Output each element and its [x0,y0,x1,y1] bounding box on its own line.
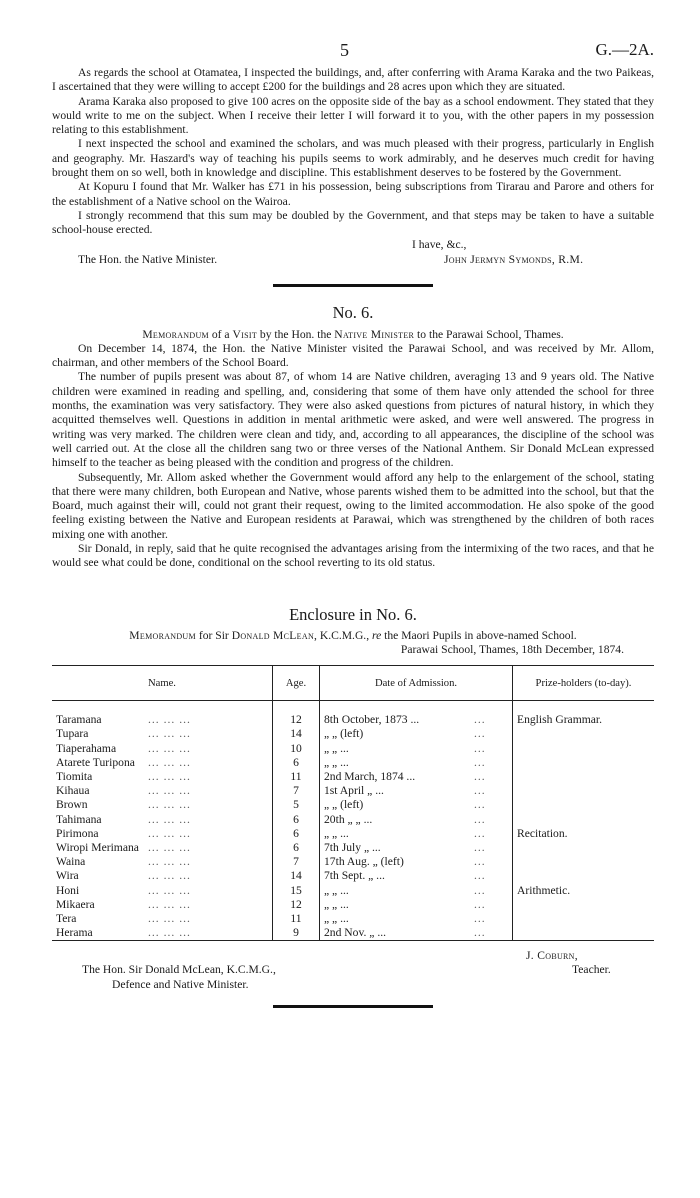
cell-prize [513,898,655,912]
cell-name: Honi ... ... ... [56,883,191,897]
enclosure-heading: Enclosure in No. 6. [289,604,417,624]
cell-age: 5 [273,798,320,812]
cell-date: 2nd March, 1874 ... ... [320,770,513,784]
cell-date: 8th October, 1873 ... ... [320,713,513,727]
page-header [52,40,654,66]
cell-name: Wiropi Merimana ... ... ... [56,841,191,855]
addressee-line-1: The Hon. Sir Donald McLean, K.C.M.G., [82,963,276,977]
column-header-age: Age. [273,666,320,701]
cell-date: „ „ ... ... [320,756,513,770]
column-header-prize: Prize-holders (to-day). [513,666,655,701]
cell-date: „ „ (left) ... [320,798,513,812]
paragraph: The number of pupils present was about 87, of whom 14 are Native children, averaging 13 and 9 years old. The Native children were examined in reading and spelling, and, considering that some of them have only attended the school for three months, the examination was very satisfactory. They were also asked questions from pictures of natural history, in which they acquitted themselves well. Questions in addition in mental arithmetic were asked, and were well answered. The progress in writing was very marked. The children were clean and tidy, and, according to all appearances, the discipline of the school was well carried out. At the close all the children sang two or three verses of the National Anthem. Sir Donald McLean expressed himself to the teacher as being pleased with the condition and progress of the children. [52,370,654,470]
cell-prize [513,926,655,940]
cell-date: „ „ ... ... [320,912,513,926]
cell-prize [513,869,655,883]
paragraph: Sir Donald, in reply, said that he quite recognised the advantages arising from the intermixing of the two races, and that he would see what could be done, conditional on the school reverting to its old status. [52,542,654,570]
cell-date: 1st April „ ... ... [320,784,513,798]
cell-name: Tiaperahama ... ... ... [56,741,191,755]
table-row [52,784,654,798]
cell-date: „ „ ... ... [320,884,513,898]
cell-name: Atarete Turipona ... ... ... [56,755,191,769]
cell-date: 2nd Nov. „ ... ... [320,926,513,940]
signature: John Jermyn Symonds, R.M. [444,252,584,266]
no6-heading: No. 6. [332,302,374,322]
cell-name: Herama ... ... ... [56,926,191,940]
cell-age: 11 [273,912,320,926]
signer-name: J. Coburn, [526,949,578,963]
cell-prize [513,912,655,926]
table-row [52,898,654,912]
cell-date: 7th July „ ... ... [320,841,513,855]
cell-age: 10 [273,742,320,756]
column-header-name: Name. [52,666,273,701]
cell-age: 7 [273,784,320,798]
paragraph: I strongly recommend that this sum may be doubled by the Government, and that steps may be taken to have a suitable school-house erected. [52,208,654,237]
letter-body [52,66,654,238]
cell-prize [513,855,655,869]
cell-age: 15 [273,884,320,898]
cell-name: Taramana ... ... ... [56,713,191,727]
paragraph: At Kopuru I found that Mr. Walker has £71 in his possession, being subscriptions from Tirarau and Parore and others for the establishment of a Native school on the Wairoa. [52,180,654,208]
cell-prize: Recitation. [513,827,655,841]
cell-age: 12 [273,713,320,727]
table-row [52,742,654,756]
paragraph: As regards the school at Otamatea, I inspected the buildings, and, after conferring with Arama Karaka and the two Paikeas, I ascertained that they were willing to accept £200 for the buildings and 28 acres upon which they are situated. [52,66,654,94]
enclosure-signature-block [52,941,654,1003]
addressee-line-2: Defence and Native Minister. [112,978,249,992]
letter-signature-block [52,238,654,268]
cell-age: 6 [273,756,320,770]
table-row [52,926,654,940]
cell-name: Waina ... ... ... [56,855,191,869]
closing: I have, &c., [412,237,467,251]
table-row [52,884,654,898]
cell-date: „ „ (left) ... [320,727,513,741]
cell-prize [513,813,655,827]
end-rule [273,1005,433,1008]
paragraph: Subsequently, Mr. Allom asked whether the Government would afford any help to the enlargement of the school, stating that there were many children, both European and Native, whose parents wished them to be admitted into the school, but that the Board, much against their will, could not grant their request, owing to the limited accommodation. He also spoke of the good feeling existing between the Native and European residents at Parawai, which was strengthened by the children of both races mixing one with another. [52,470,654,541]
table-row [52,727,654,741]
cell-prize [513,727,655,741]
cell-name: Tiomita ... ... ... [56,770,191,784]
cell-name: Kihaua ... ... ... [56,784,191,798]
cell-age: 6 [273,827,320,841]
table-row [52,827,654,841]
cell-prize: English Grammar. [513,713,655,727]
cell-age: 14 [273,727,320,741]
no6-memo-title: Memorandum of a Visit by the Hon. the Native Minister to the Parawai School, Thames. [142,327,564,341]
cell-age: 14 [273,869,320,883]
cell-prize [513,770,655,784]
pupils-table-body [52,701,654,941]
page-number: 5 [340,40,349,60]
cell-name: Mikaera ... ... ... [56,897,191,911]
table-row [52,841,654,855]
paragraph: On December 14, 1874, the Hon. the Native Minister visited the Parawai School, and was received by Mr. Allom, chairman, and other members of the School Board. [52,341,654,370]
cell-date: „ „ ... ... [320,827,513,841]
table-row [52,713,654,727]
cell-name: Brown ... ... ... [56,798,191,812]
paragraph: I next inspected the school and examined the scholars, and was much pleased with their progress, particularly in English and geography. Mr. Haszard's way of teaching his pupils seems to work admirably, and he deserves much credit for having brought them on so well, both in knowledge and discipline. This establishment deserves to be fostered by the Government. [52,137,654,180]
cell-prize [513,784,655,798]
cell-date: „ „ ... ... [320,742,513,756]
signer-title: Teacher. [572,963,611,977]
table-row [52,770,654,784]
cell-prize [513,742,655,756]
cell-age: 7 [273,855,320,869]
cell-name: Tupara ... ... ... [56,727,191,741]
table-row [52,855,654,869]
cell-date: 20th „ „ ... ... [320,813,513,827]
cell-date: „ „ ... ... [320,898,513,912]
table-row [52,869,654,883]
cell-prize [513,798,655,812]
table-row [52,798,654,812]
cell-prize [513,756,655,770]
column-header-date: Date of Admission. [320,666,513,701]
page-reference: G.—2A. [595,40,654,59]
cell-name: Tera ... ... ... [56,912,191,926]
cell-name: Tahimana ... ... ... [56,812,191,826]
cell-prize [513,841,655,855]
enclosure-memo-title: Memorandum for Sir Donald McLean, K.C.M.G., re the Maori Pupils in above-named School. [129,628,577,642]
enclosure-dateline: Parawai School, Thames, 18th December, 1874. [400,642,624,656]
cell-age: 6 [273,841,320,855]
document-page [52,40,654,1008]
cell-age: 9 [273,926,320,940]
cell-age: 6 [273,813,320,827]
cell-date: 7th Sept. „ ... ... [320,869,513,883]
cell-name: Pirimona ... ... ... [56,826,191,840]
paragraph: Arama Karaka also proposed to give 100 acres on the opposite side of the bay as a school endowment. They stated that they would write to me on the subject. When I receive their letter I will forward it to you, with the other papers in my possession relating to this establishment. [52,94,654,137]
cell-name: Wira ... ... ... [56,869,191,883]
table-row [52,912,654,926]
cell-date: 17th Aug. „ (left) ... [320,855,513,869]
table-row [52,756,654,770]
addressee: The Hon. the Native Minister. [78,252,218,266]
cell-age: 11 [273,770,320,784]
cell-age: 12 [273,898,320,912]
no6-body [52,342,654,571]
cell-prize: Arithmetic. [513,884,655,898]
pupils-table [52,665,654,940]
table-row [52,813,654,827]
